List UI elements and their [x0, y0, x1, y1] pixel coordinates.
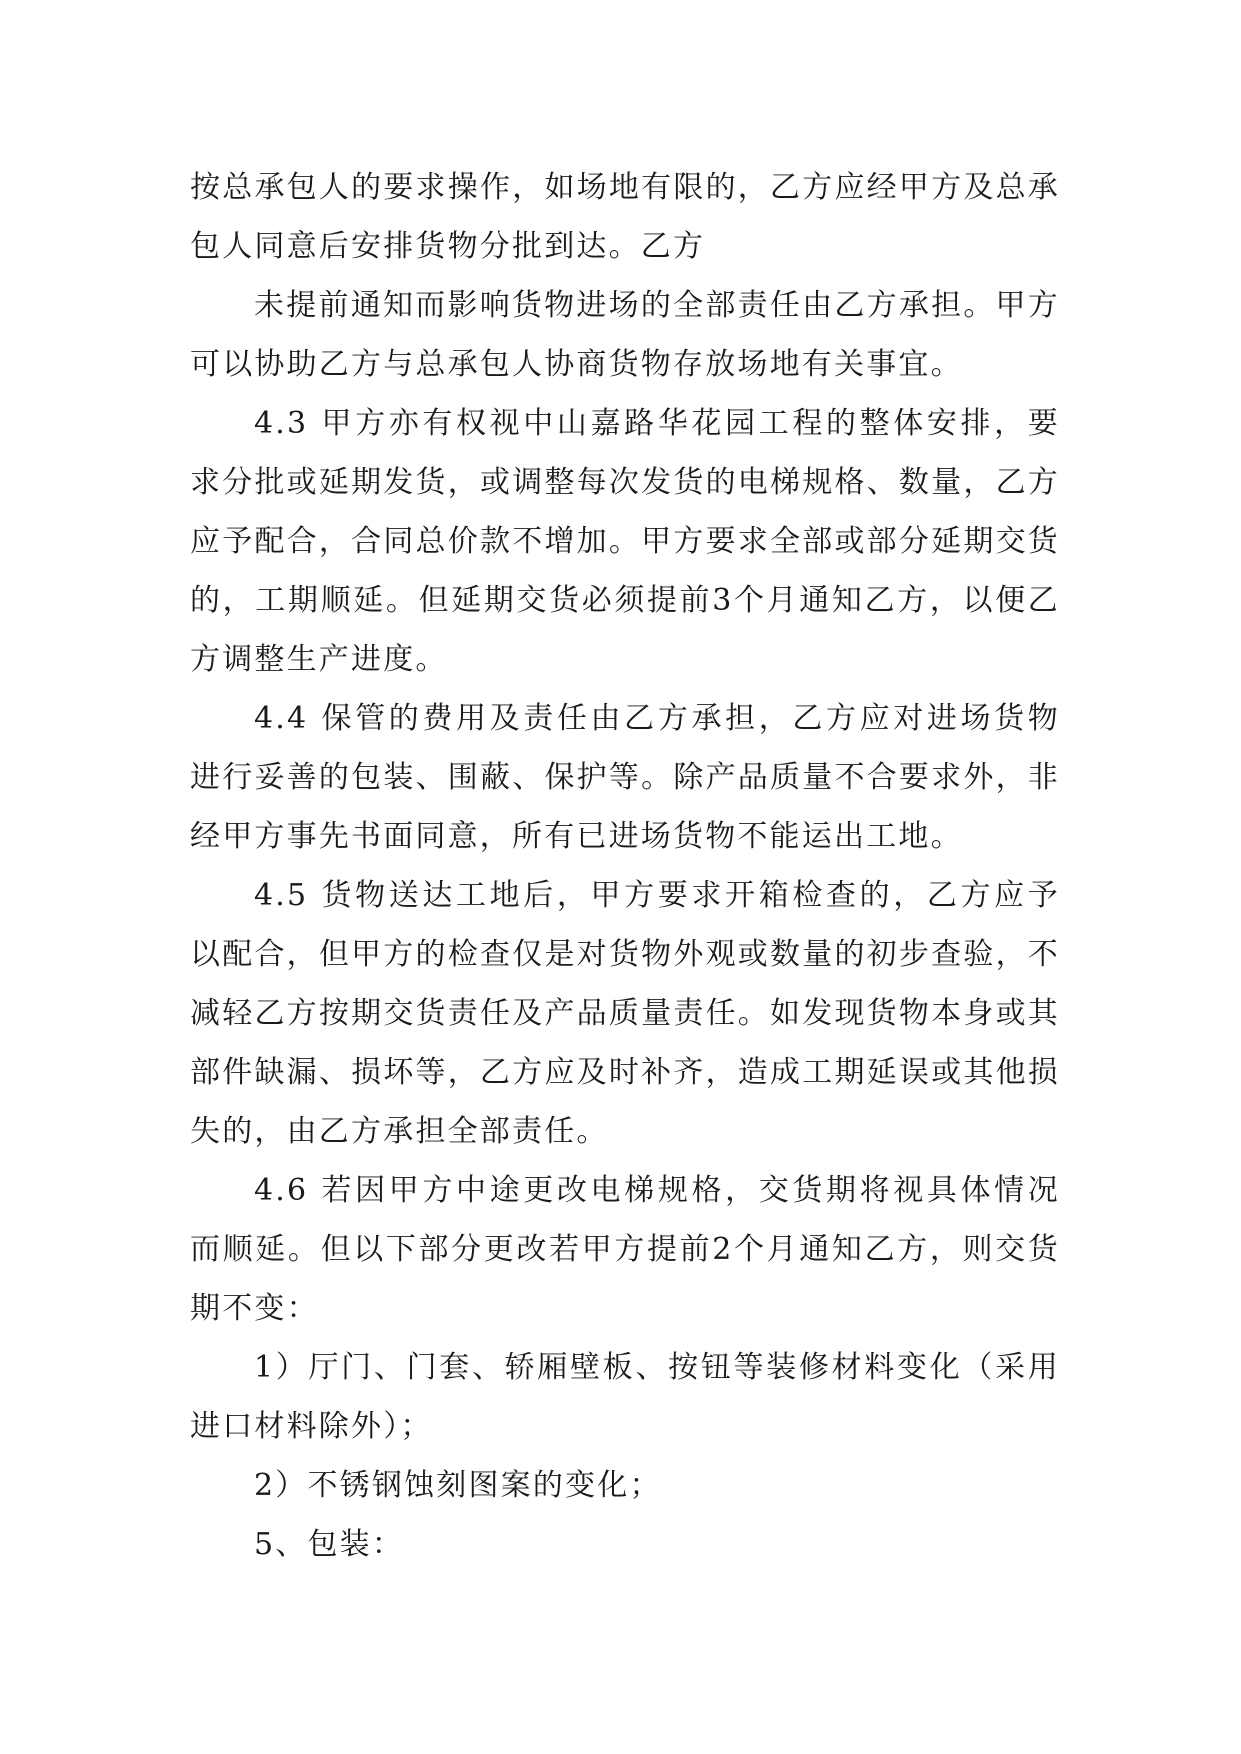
clause-4-6: 4.6 若因甲方中途更改电梯规格，交货期将视具体情况而顺延。但以下部分更改若甲方提前2个月通知乙方，则交货期不变： [190, 1173, 1060, 1326]
list-item-2: 2）不锈钢蚀刻图案的变化； [254, 1468, 662, 1503]
clause-4-4: 4.4 保管的费用及责任由乙方承担，乙方应对进场货物进行妥善的包装、围蔽、保护等。除产品质量不合要求外，非经甲方事先书面同意，所有已进场货物不能运出工地。 [190, 701, 1060, 854]
section-5-heading: 5、包装： [254, 1527, 405, 1562]
paragraph-notice-liability: 未提前通知而影响货物进场的全部责任由乙方承担。甲方可以协助乙方与总承包人协商货物存放场地有关事宜。 [190, 288, 1060, 382]
clause-4-3: 4.3 甲方亦有权视中山嘉路华花园工程的整体安排，要求分批或延期发货，或调整每次发货的电梯规格、数量，乙方应予配合，合同总价款不增加。甲方要求全部或部分延期交货的，工期顺延。但延期交货必须提前3个月通知乙方，以便乙方调整生产进度。 [190, 406, 1060, 677]
paragraph-continuation: 按总承包人的要求操作，如场地有限的，乙方应经甲方及总承包人同意后安排货物分批到达。乙方 [190, 170, 1060, 264]
clause-4-5: 4.5 货物送达工地后，甲方要求开箱检查的，乙方应予以配合，但甲方的检查仅是对货物外观或数量的初步查验，不减轻乙方按期交货责任及产品质量责任。如发现货物本身或其部件缺漏、损坏等，乙方应及时补齐，造成工期延误或其他损失的，由乙方承担全部责任。 [190, 878, 1060, 1149]
list-item-1: 1）厅门、门套、轿厢壁板、按钮等装修材料变化（采用进口材料除外）； [190, 1350, 1060, 1444]
document-body [190, 158, 1060, 1574]
